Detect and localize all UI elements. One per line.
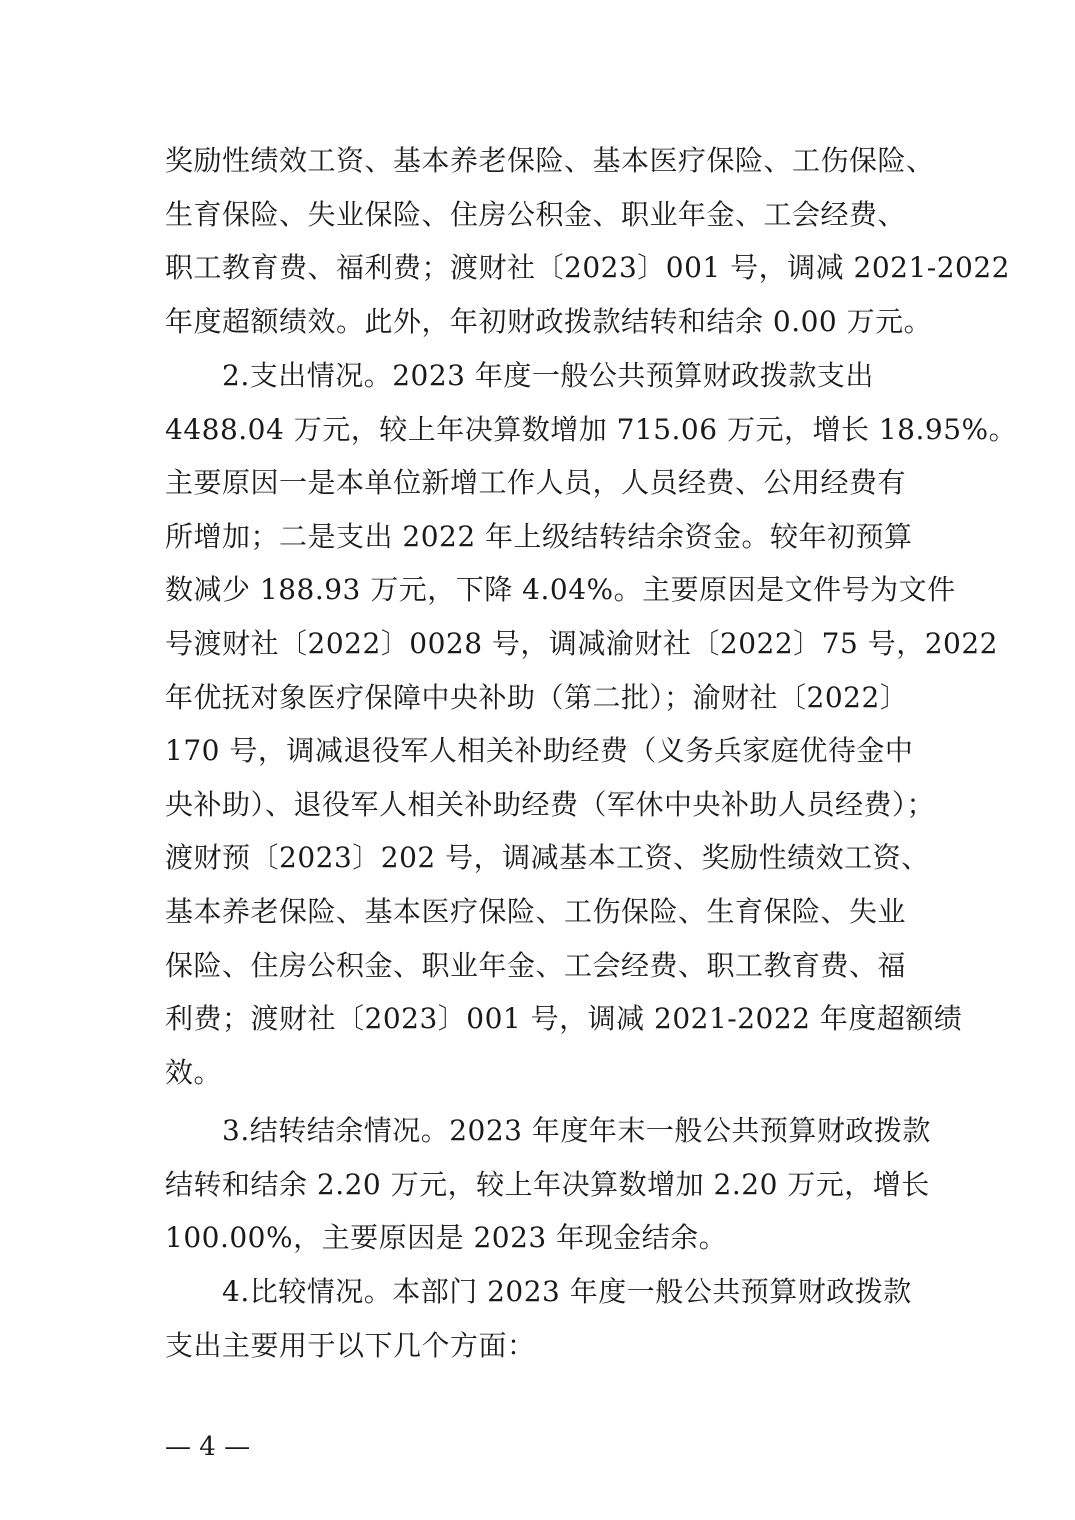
text-line: 170 号，调减退役军人相关补助经费（义务兵家庭优待金中	[165, 734, 914, 768]
text-line: 央补助）、退役军人相关补助经费（军休中央补助人员经费）；	[165, 787, 936, 821]
text-line: 年优抚对象医疗保障中央补助（第二批）；渝财社〔2022〕	[165, 680, 909, 714]
text-line: 保险、住房公积金、职业年金、工会经费、职工教育费、福	[165, 948, 907, 982]
text-line: 主要原因一是本单位新增工作人员，人员经费、公用经费有	[165, 466, 907, 500]
text-line: 利费；渡财社〔2023〕001 号，调减 2021-2022 年度超额绩	[165, 1002, 963, 1036]
text-line: 4488.04 万元，较上年决算数增加 715.06 万元，增长 18.95%。	[165, 412, 1018, 446]
paragraph-2-expenditure	[165, 349, 1018, 1099]
paragraph-4-comparison	[165, 1265, 915, 1372]
text-line: 所增加；二是支出 2022 年上级结转结余资金。较年初预算	[165, 519, 913, 553]
text-line: 结转和结余 2.20 万元，较上年决算数增加 2.20 万元，增长	[165, 1167, 930, 1201]
text-line: 3.结转结余情况。2023 年度年末一般公共预算财政拨款	[165, 1114, 931, 1147]
paragraph-3-carryover	[165, 1104, 931, 1265]
text-line: 奖励性绩效工资、基本养老保险、基本医疗保险、工伤保险、	[165, 144, 935, 177]
text-line: 号渡财社〔2022〕0028 号，调减渝财社〔2022〕75 号，2022	[165, 626, 998, 660]
text-line: 生育保险、失业保险、住房公积金、职业年金、工会经费、	[165, 197, 907, 231]
text-line: 基本养老保险、基本医疗保险、工伤保险、生育保险、失业	[165, 894, 907, 928]
text-line: 渡财预〔2023〕202 号，调减基本工资、奖励性绩效工资、	[165, 841, 930, 875]
text-line: 支出主要用于以下几个方面：	[165, 1328, 536, 1362]
paragraph-1	[165, 134, 1010, 348]
text-line: 效。	[165, 1055, 223, 1089]
text-line: 职工教育费、福利费；渡财社〔2023〕001 号，调减 2021-2022	[165, 251, 1010, 285]
text-line: 年度超额绩效。此外，年初财政拨款结转和结余 0.00 万元。	[165, 304, 933, 338]
text-line: 4.比较情况。本部门 2023 年度一般公共预算财政拨款	[165, 1275, 912, 1308]
text-line: 数减少 188.93 万元，下降 4.04%。主要原因是文件号为文件	[165, 573, 956, 607]
page-number: — 4 —	[165, 1432, 251, 1462]
text-line: 100.00%，主要原因是 2023 年现金结余。	[165, 1221, 728, 1255]
text-line: 2.支出情况。2023 年度一般公共预算财政拨款支出	[165, 359, 874, 392]
